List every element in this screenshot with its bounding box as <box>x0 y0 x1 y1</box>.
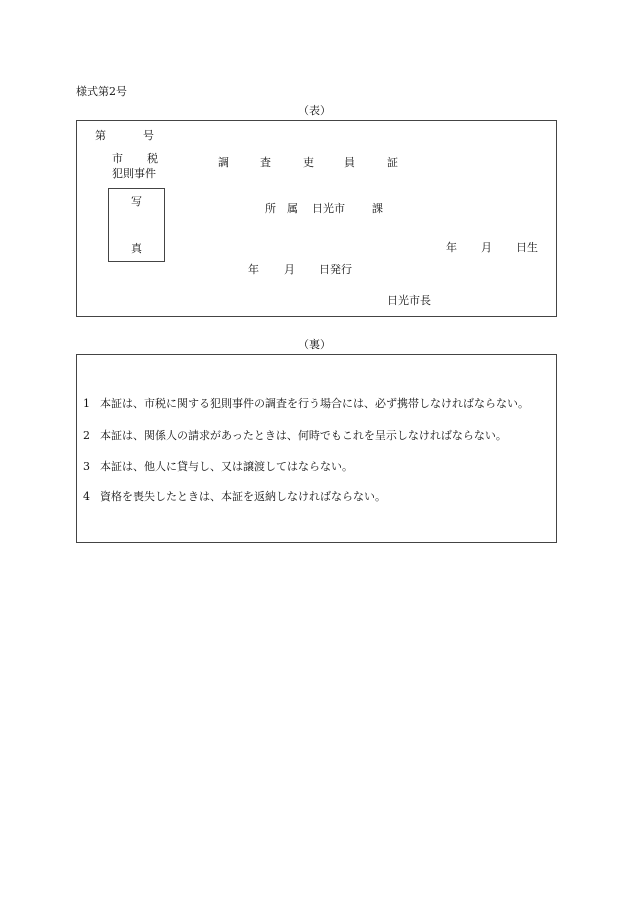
issue-month: 月 <box>284 263 295 276</box>
photo-box <box>108 188 165 262</box>
note-number: 1 <box>83 397 90 410</box>
title-char-4: 員 <box>344 156 355 169</box>
note-number: 3 <box>83 460 90 473</box>
birth-year: 年 <box>446 241 457 254</box>
birth-month: 月 <box>481 241 492 254</box>
form-label: 様式第2号 <box>76 85 127 98</box>
number-dai: 第 <box>95 129 106 142</box>
note-item-4 <box>83 491 386 502</box>
birth-day: 日生 <box>516 241 538 254</box>
number-gou: 号 <box>143 129 154 142</box>
photo-label-bottom: 真 <box>131 242 142 255</box>
title-char-3: 吏 <box>303 156 314 169</box>
affiliation-section: 課 <box>372 202 383 215</box>
affiliation-label: 所 属 <box>265 202 298 215</box>
front-caption: （表） <box>298 104 331 117</box>
note-text: 資格を喪失したときは、本証を返納しなければならない。 <box>100 490 386 503</box>
note-item-1 <box>83 398 529 409</box>
note-item-2 <box>83 430 507 441</box>
note-text: 本証は、市税に関する犯則事件の調査を行う場合には、必ず携帯しなければならない。 <box>100 397 529 410</box>
issue-year: 年 <box>248 263 259 276</box>
issuer-name: 日光市長 <box>387 294 431 307</box>
back-card <box>76 354 557 543</box>
note-number: 4 <box>83 490 90 503</box>
note-number: 2 <box>83 429 90 442</box>
back-caption: （裏） <box>298 338 331 351</box>
title-char-2: 査 <box>260 156 271 169</box>
subtitle-criminal-case: 犯則事件 <box>112 167 156 180</box>
note-item-3 <box>83 461 353 472</box>
note-text: 本証は、他人に貸与し、又は譲渡してはならない。 <box>100 460 353 473</box>
issue-day: 日発行 <box>319 263 352 276</box>
photo-label-top: 写 <box>131 195 142 208</box>
subtitle-shi: 市 <box>112 152 123 165</box>
title-char-5: 証 <box>387 156 398 169</box>
title-char-1: 調 <box>218 156 229 169</box>
front-card <box>76 120 557 317</box>
note-text: 本証は、関係人の請求があったときは、何時でもこれを呈示しなければならない。 <box>100 429 507 442</box>
subtitle-zei: 税 <box>147 152 158 165</box>
affiliation-city: 日光市 <box>312 202 345 215</box>
